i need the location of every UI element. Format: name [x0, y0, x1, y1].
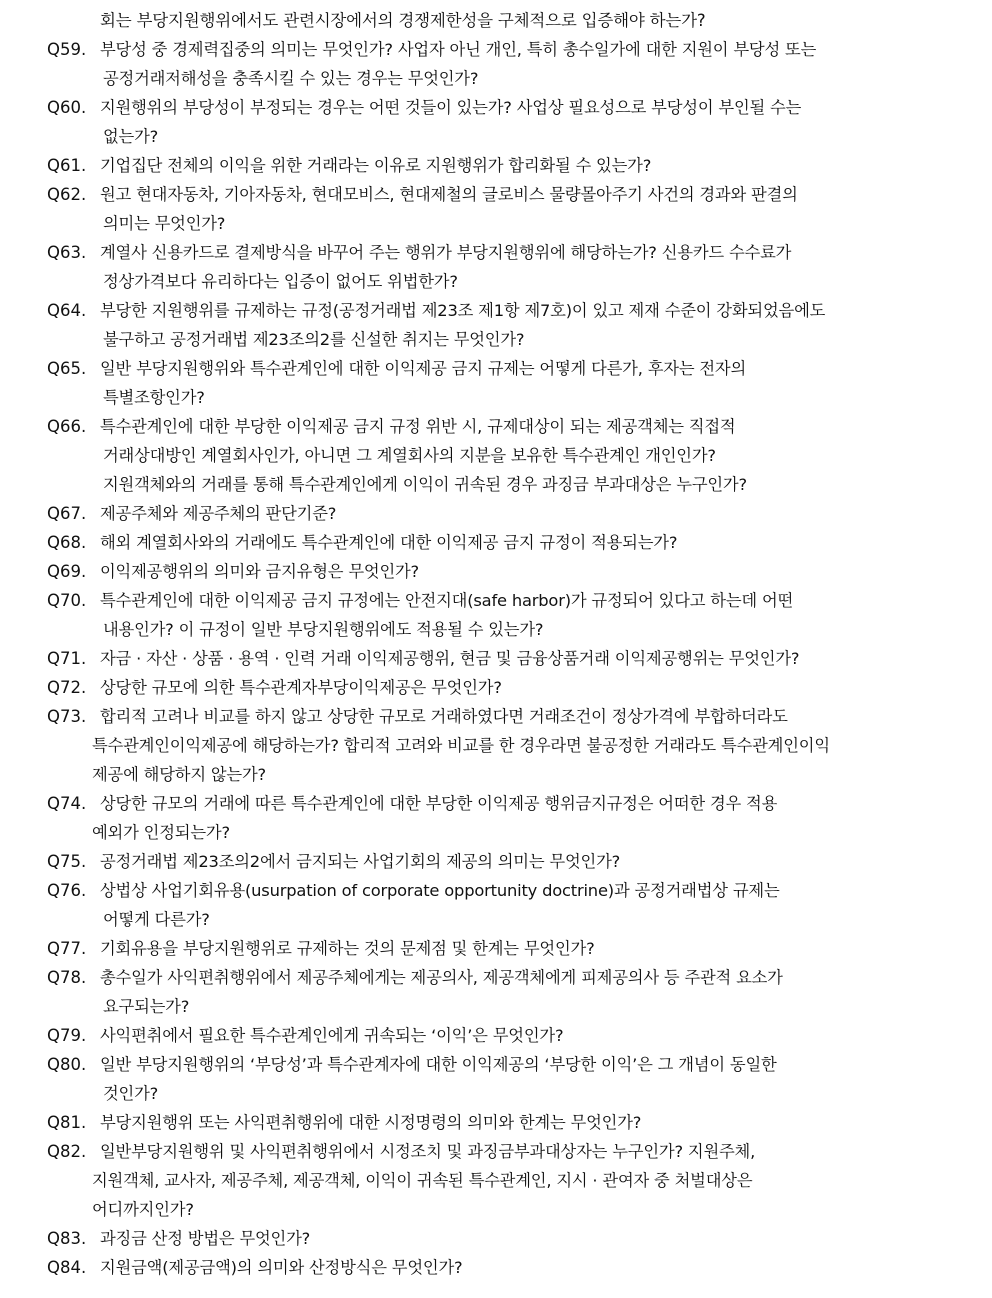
- question-item: [0, 1021, 992, 1050]
- question-text-line: 의미는 무엇인가?: [103, 214, 226, 233]
- question-text-line: 것인가?: [103, 1084, 159, 1103]
- question-item: [0, 789, 992, 847]
- question-number: Q71.: [47, 649, 87, 668]
- question-number: Q80.: [47, 1055, 87, 1074]
- question-text-line: 지원금액(제공금액)의 의미와 산정방식은 무엇인가?: [100, 1258, 463, 1277]
- question-number: Q59.: [47, 40, 87, 59]
- question-item: [0, 586, 992, 644]
- question-item: [0, 934, 992, 963]
- question-text-line: 사익편취에서 필요한 특수관계인에게 귀속되는 ‘이익’은 무엇인가?: [100, 1026, 564, 1045]
- question-number: Q70.: [47, 591, 87, 610]
- question-number: Q62.: [47, 185, 87, 204]
- question-text-line: 부당지원행위 또는 사익편취행위에 대한 시정명령의 의미와 한계는 무엇인가?: [100, 1113, 642, 1132]
- question-number: Q63.: [47, 243, 87, 262]
- question-text-line: 공정거래법 제23조의2에서 금지되는 사업기회의 제공의 의미는 무엇인가?: [100, 852, 621, 871]
- question-text-line: 특수관계인이익제공에 해당하는가? 합리적 고려와 비교를 한 경우라면 불공정한 거래라도 특수관계인이익: [92, 736, 830, 755]
- question-item: [0, 528, 992, 557]
- question-item: [0, 1137, 992, 1224]
- question-text-line: 공정거래저해성을 충족시킬 수 있는 경우는 무엇인가?: [103, 69, 479, 88]
- question-number: Q68.: [47, 533, 87, 552]
- question-item: [0, 180, 992, 238]
- question-text-line: 어떻게 다른가?: [103, 910, 210, 929]
- question-text-line: 부당한 지원행위를 규제하는 규정(공정거래법 제23조 제1항 제7호)이 있고 제재 수준이 강화되었음에도: [100, 301, 826, 320]
- question-text-line: 제공에 해당하지 않는가?: [92, 765, 267, 784]
- question-list: [0, 35, 992, 1282]
- question-text-line: 상당한 규모에 의한 특수관계자부당이익제공은 무엇인가?: [100, 678, 502, 697]
- question-text-line: 내용인가? 이 규정이 일반 부당지원행위에도 적용될 수 있는가?: [103, 620, 544, 639]
- question-number: Q78.: [47, 968, 87, 987]
- question-number: Q69.: [47, 562, 87, 581]
- question-item: [0, 1224, 992, 1253]
- question-text-line: 기회유용을 부당지원행위로 규제하는 것의 문제점 및 한계는 무엇인가?: [100, 939, 595, 958]
- question-number: Q79.: [47, 1026, 87, 1045]
- question-number: Q84.: [47, 1258, 87, 1277]
- question-item: [0, 702, 992, 789]
- question-text-line: 일반 부당지원행위와 특수관계인에 대한 이익제공 금지 규제는 어떻게 다른가, 후자는 전자의: [100, 359, 747, 378]
- question-number: Q64.: [47, 301, 87, 320]
- question-number: Q77.: [47, 939, 87, 958]
- question-item: [0, 296, 992, 354]
- question-text-line: 자금 · 자산 · 상품 · 용역 · 인력 거래 이익제공행위, 현금 및 금융상품거래 이익제공행위는 무엇인가?: [100, 649, 800, 668]
- question-item: [0, 963, 992, 1021]
- question-text-line: 특별조항인가?: [103, 388, 205, 407]
- intro-line: 회는 부당지원행위에서도 관련시장에서의 경쟁제한성을 구체적으로 입증해야 하는가?: [100, 11, 706, 30]
- question-text-line: 특수관계인에 대한 부당한 이익제공 금지 규정 위반 시, 규제대상이 되는 제공객체는 직접적: [100, 417, 736, 436]
- question-item: [0, 644, 992, 673]
- question-item: [0, 412, 992, 499]
- question-number: Q61.: [47, 156, 87, 175]
- question-item: [0, 557, 992, 586]
- question-text-line: 제공주체와 제공주체의 판단기준?: [100, 504, 337, 523]
- question-item: [0, 847, 992, 876]
- question-text-line: 계열사 신용카드로 결제방식을 바꾸어 주는 행위가 부당지원행위에 해당하는가? 신용카드 수수료가: [100, 243, 792, 262]
- question-text-line: 지원행위의 부당성이 부정되는 경우는 어떤 것들이 있는가? 사업상 필요성으로 부당성이 부인될 수는: [100, 98, 802, 117]
- question-number: Q75.: [47, 852, 87, 871]
- question-number: Q66.: [47, 417, 87, 436]
- question-text-line: 정상가격보다 유리하다는 입증이 없어도 위법한가?: [103, 272, 458, 291]
- question-text-line: 없는가?: [103, 127, 159, 146]
- question-item: [0, 1253, 992, 1282]
- question-item: [0, 876, 992, 934]
- question-item: [0, 354, 992, 412]
- question-item: [0, 35, 992, 93]
- question-text-line: 합리적 고려나 비교를 하지 않고 상당한 규모로 거래하였다면 거래조건이 정상가격에 부합하더라도: [100, 707, 788, 726]
- question-item: [0, 93, 992, 151]
- question-text-line: 과징금 산정 방법은 무엇인가?: [100, 1229, 311, 1248]
- question-text-line: 지원객체, 교사자, 제공주체, 제공객체, 이익이 귀속된 특수관계인, 지시 · 관여자 중 처벌대상은: [92, 1171, 753, 1190]
- question-item: [0, 1050, 992, 1108]
- question-number: Q67.: [47, 504, 87, 523]
- question-text-line: 불구하고 공정거래법 제23조의2를 신설한 취지는 무엇인가?: [103, 330, 525, 349]
- question-number: Q82.: [47, 1142, 87, 1161]
- question-text-line: 일반 부당지원행위의 ‘부당성’과 특수관계자에 대한 이익제공의 ‘부당한 이익’은 그 개념이 동일한: [100, 1055, 777, 1074]
- question-text-line: 요구되는가?: [103, 997, 190, 1016]
- question-text-line: 상법상 사업기회유용(usurpation of corporate opportunity doctrine)과 공정거래법상 규제는: [100, 881, 780, 900]
- question-text-line: 어디까지인가?: [92, 1200, 194, 1219]
- question-text-line: 지원객체와의 거래를 통해 특수관계인에게 이익이 귀속된 경우 과징금 부과대상은 누구인가?: [103, 475, 747, 494]
- question-text-line: 원고 현대자동차, 기아자동차, 현대모비스, 현대제철의 글로비스 물량몰아주기 사건의 경과와 판결의: [100, 185, 798, 204]
- question-text-line: 기업집단 전체의 이익을 위한 거래라는 이유로 지원행위가 합리화될 수 있는가?: [100, 156, 652, 175]
- question-text-line: 해외 계열회사와의 거래에도 특수관계인에 대한 이익제공 금지 규정이 적용되는가?: [100, 533, 678, 552]
- question-number: Q65.: [47, 359, 87, 378]
- question-text-line: 이익제공행위의 의미와 금지유형은 무엇인가?: [100, 562, 420, 581]
- question-text-line: 부당성 중 경제력집중의 의미는 무엇인가? 사업자 아닌 개인, 특히 총수일가에 대한 지원이 부당성 또는: [100, 40, 817, 59]
- question-number: Q73.: [47, 707, 87, 726]
- question-number: Q81.: [47, 1113, 87, 1132]
- question-text-line: 상당한 규모의 거래에 따른 특수관계인에 대한 부당한 이익제공 행위금지규정은 어떠한 경우 적용: [100, 794, 778, 813]
- question-item: [0, 151, 992, 180]
- question-text-line: 특수관계인에 대한 이익제공 금지 규정에는 안전지대(safe harbor)가 규정되어 있다고 하는데 어떤: [100, 591, 794, 610]
- question-item: [0, 673, 992, 702]
- question-text-line: 총수일가 사익편취행위에서 제공주체에게는 제공의사, 제공객체에게 피제공의사 등 주관적 요소가: [100, 968, 783, 987]
- question-number: Q83.: [47, 1229, 87, 1248]
- question-text-line: 거래상대방인 계열회사인가, 아니면 그 계열회사의 지분을 보유한 특수관계인 개인인가?: [103, 446, 716, 465]
- question-text-line: 예외가 인정되는가?: [92, 823, 230, 842]
- question-number: Q60.: [47, 98, 87, 117]
- question-text-line: 일반부당지원행위 및 사익편취행위에서 시정조치 및 과징금부과대상자는 누구인가? 지원주체,: [100, 1142, 756, 1161]
- question-item: [0, 238, 992, 296]
- question-number: Q72.: [47, 678, 87, 697]
- question-number: Q74.: [47, 794, 87, 813]
- question-item: [0, 1108, 992, 1137]
- question-item: [0, 499, 992, 528]
- question-number: Q76.: [47, 881, 87, 900]
